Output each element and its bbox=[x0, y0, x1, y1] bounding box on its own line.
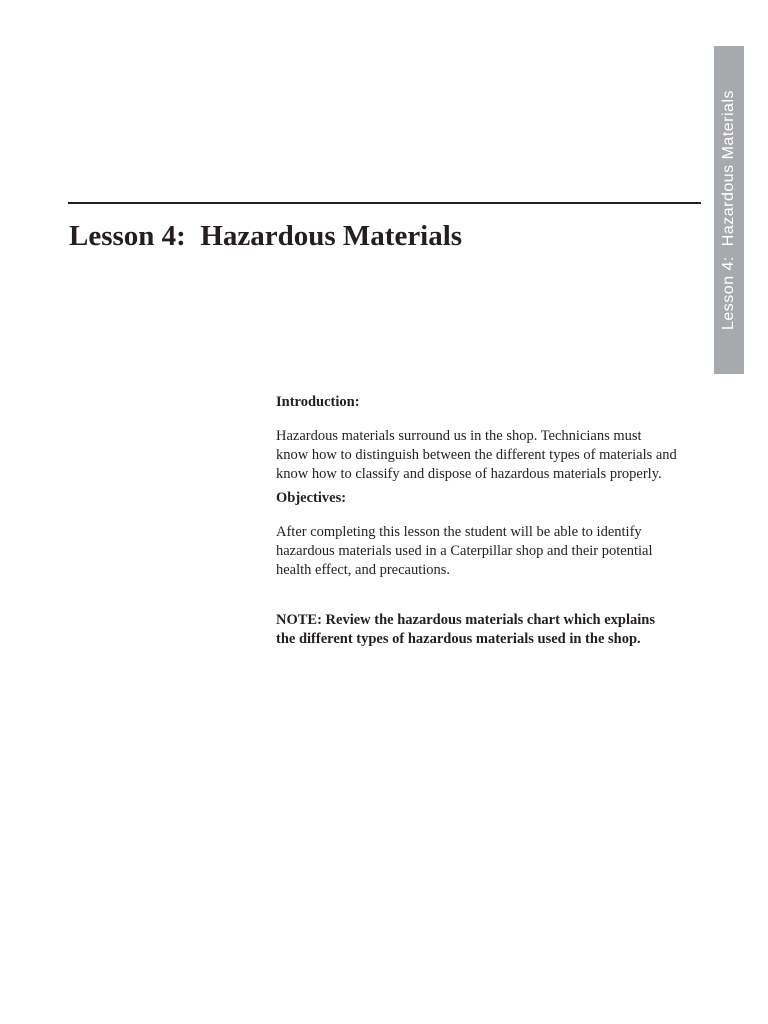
introduction-line: Hazardous materials surround us in the shop. Technicians must bbox=[276, 428, 642, 444]
note-line: NOTE: Review the hazardous materials chart which explains bbox=[276, 612, 655, 628]
note-line: the different types of hazardous materials used in the shop. bbox=[276, 631, 641, 647]
objectives-text bbox=[276, 523, 716, 580]
objectives-heading: Objectives: bbox=[276, 490, 347, 506]
introduction-line: know how to distinguish between the different types of materials and bbox=[276, 447, 677, 463]
page-title: Lesson 4: Hazardous Materials bbox=[69, 220, 463, 252]
objectives-line: After completing this lesson the student will be able to identify bbox=[276, 524, 642, 540]
side-tab-label: Lesson 4: Hazardous Materials bbox=[720, 90, 737, 330]
introduction-text bbox=[276, 427, 716, 484]
introduction-heading: Introduction: bbox=[276, 394, 360, 410]
objectives-line: health effect, and precautions. bbox=[276, 562, 451, 578]
objectives-line: hazardous materials used in a Caterpillar shop and their potential bbox=[276, 543, 653, 559]
title-divider bbox=[68, 202, 701, 204]
side-tab bbox=[714, 46, 744, 374]
note-text bbox=[276, 611, 716, 649]
introduction-line: know how to classify and dispose of hazardous materials properly. bbox=[276, 466, 662, 482]
lesson-content bbox=[276, 393, 716, 649]
